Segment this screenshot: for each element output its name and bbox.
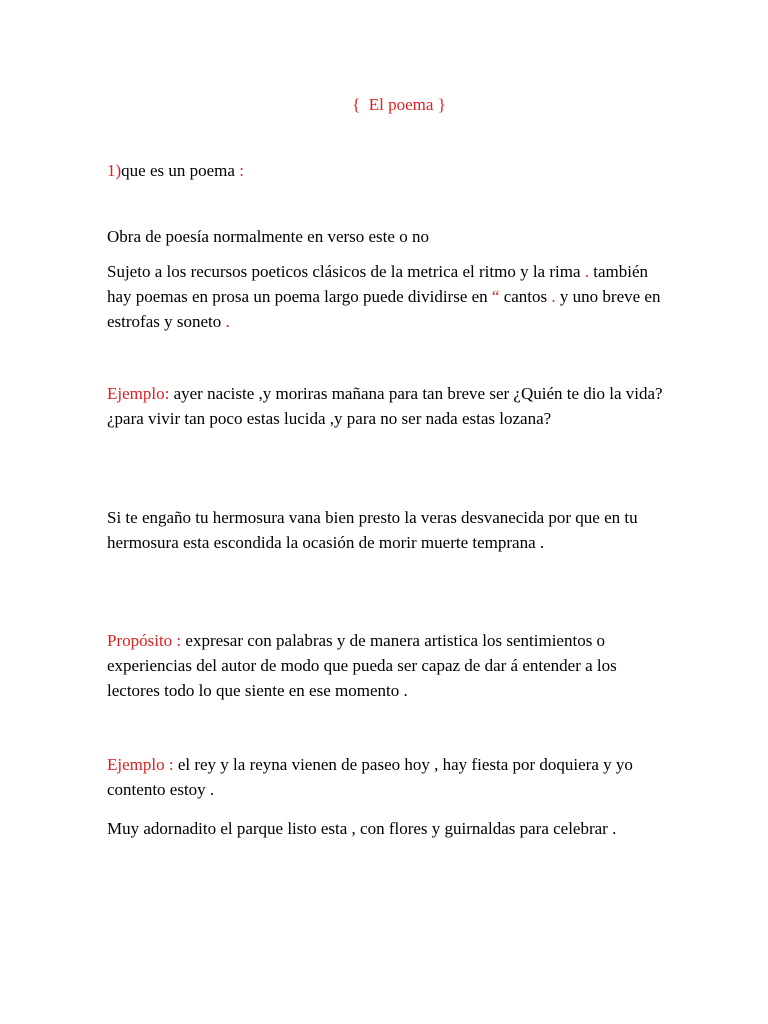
subject-text-4: y uno breve en estrofas y soneto	[107, 287, 661, 331]
purpose-label: Propósito :	[107, 631, 182, 650]
example-2-label: Ejemplo :	[107, 755, 174, 774]
paragraph-3: Muy adornadito el parque listo esta , con flores y guirnaldas para celebrar .	[107, 819, 617, 838]
question-text: que es un poema	[121, 161, 240, 180]
subject-text-1: Sujeto a los recursos poeticos clásicos de la metrica el ritmo y la rima	[107, 262, 585, 281]
example-2-text: el rey y la reyna vienen de paseo hoy , hay fiesta por doquiera y yo contento estoy .	[107, 755, 633, 799]
purpose-paragraph	[107, 628, 667, 703]
title-open-brace: {	[352, 95, 361, 114]
subject-dot-2: .	[551, 287, 556, 306]
title-close-brace: }	[437, 95, 446, 114]
subject-quote: “	[491, 287, 500, 306]
purpose-text: expresar con palabras y de manera artistica los sentimientos o experiencias del autor de modo que pueda ser capaz de dar á entender a los lectores todo lo que siente en ese momento .	[107, 631, 617, 700]
question-heading	[107, 158, 667, 183]
subject-dot-1: .	[584, 262, 589, 281]
subject-paragraph	[107, 259, 667, 334]
example-1-text: ayer naciste ,y moriras mañana para tan breve ser ¿Quién te dio la vida? ¿para vivir tan poco estas lucida ,y para no ser nada estas lozana?	[107, 384, 663, 428]
page-title	[0, 92, 768, 117]
example-1-paragraph	[107, 381, 667, 431]
question-number: 1)	[107, 161, 122, 180]
example-1-label: Ejemplo:	[107, 384, 170, 403]
subject-dot-3: .	[225, 312, 230, 331]
example-2-paragraph	[107, 752, 667, 802]
paragraph-2: Si te engaño tu hermosura vana bien presto la veras desvanecida por que en tu hermosura esta escondida la ocasión de morir muerte temprana .	[107, 508, 638, 552]
subject-text-2: también hay poemas en prosa un poema largo puede dividirse en	[107, 262, 649, 306]
subject-text-3: cantos	[499, 287, 552, 306]
question-colon: :	[239, 161, 244, 180]
definition-paragraph: Obra de poesía normalmente en verso este o no	[107, 227, 429, 246]
title-text: El poema	[368, 95, 434, 114]
